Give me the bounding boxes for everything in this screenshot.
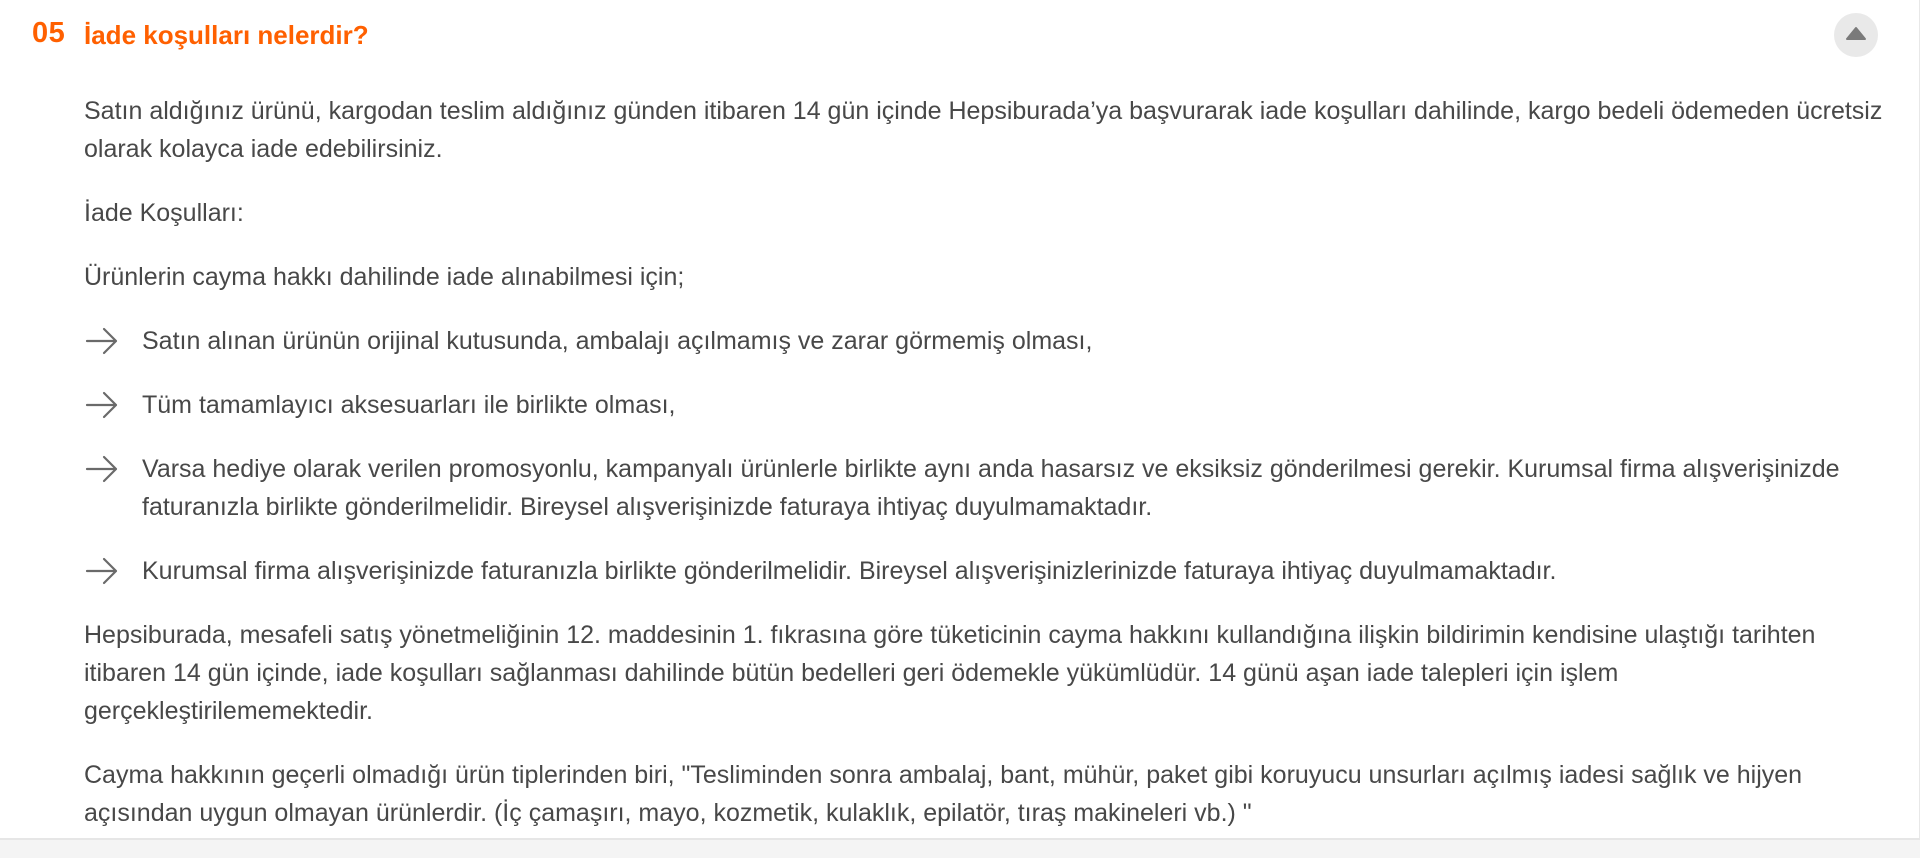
list-item-text: Varsa hediye olarak verilen promosyonlu, kampanyalı ürünlerle birlikte aynı anda hasarsız ve eksiksiz gönderilmesi gerekir. Kurumsal firma alışverişinizde faturanızla birlikte gönderilmelidir. Bireysel alışverişinizde faturaya ihtiyaç duyulmamaktadır.: [142, 455, 1840, 521]
list-item-text: Tüm tamamlayıcı aksesuarları ile birlikte olması,: [142, 391, 676, 419]
arrow-right-icon: [84, 454, 120, 484]
faq-number: 05: [32, 17, 66, 49]
list-item: [84, 386, 1884, 424]
faq-question-title[interactable]: İade koşulları nelerdir?: [84, 20, 369, 50]
regulation-paragraph: Hepsiburada, mesafeli satış yönetmeliğinin 12. maddesinin 1. fıkrasına göre tüketicinin cayma hakkını kullandığına ilişkin bildirimin kendisine ulaştığı tarihten itibaren 14 gün içinde, iade koşulları sağlanması dahilinde bütün bedelleri geri ödemekle yükümlüdür. 14 günü aşan iade talepleri için işlem gerçekleştirilememektedir.: [84, 621, 1816, 725]
conditions-heading: İade Koşulları:: [84, 199, 244, 227]
faq-answer: [84, 92, 1884, 858]
conditions-list: [84, 322, 1884, 590]
list-item: [84, 450, 1884, 526]
arrow-right-icon: [84, 556, 120, 586]
collapse-button[interactable]: [1834, 13, 1878, 57]
faq-item-header[interactable]: [0, 0, 1920, 72]
caret-up-icon: [1845, 26, 1867, 42]
list-item: [84, 552, 1884, 590]
exceptions-paragraph: Cayma hakkının geçerli olmadığı ürün tiplerinden biri, "Tesliminden sonra ambalaj, bant, mühür, paket gibi koruyucu unsurları açılmış iadesi sağlık ve hijyen açısından uygun olmayan ürünlerdir. (İç çamaşırı, mayo, kozmetik, kulaklık, epilatör, tıraş makineleri vb.) ": [84, 761, 1803, 827]
arrow-right-icon: [84, 390, 120, 420]
list-item-text: Satın alınan ürünün orijinal kutusunda, ambalajı açılmamış ve zarar görmemiş olması,: [142, 327, 1093, 355]
conditions-lead: Ürünlerin cayma hakkı dahilinde iade alınabilmesi için;: [84, 263, 685, 291]
intro-paragraph: Satın aldığınız ürünü, kargodan teslim aldığınız günden itibaren 14 gün içinde Hepsiburada’ya başvurarak iade koşulları dahilinde, kargo bedeli ödemeden ücretsiz olarak kolayca iade edebilirsiniz.: [84, 97, 1883, 163]
list-item: [84, 322, 1884, 360]
arrow-right-icon: [84, 326, 120, 356]
list-item-text: Kurumsal firma alışverişinizde faturanızla birlikte gönderilmelidir. Bireysel alışverişinizlerinizde faturaya ihtiyaç duyulmamaktadır.: [142, 557, 1557, 585]
